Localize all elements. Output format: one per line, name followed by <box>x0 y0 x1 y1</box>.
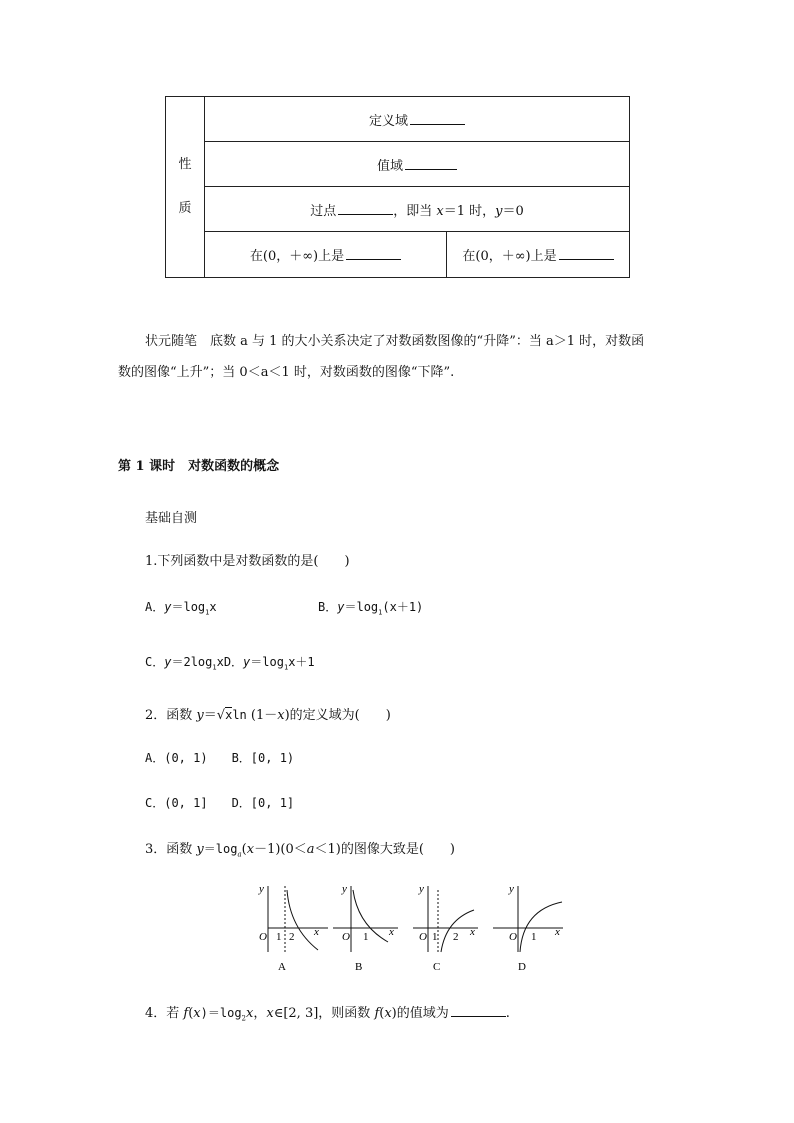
q1-c-label: C． <box>145 655 165 669</box>
q3-y: y <box>196 842 204 857</box>
q1-c-eq: ＝2log <box>171 655 213 669</box>
graph-a-origin: O <box>259 931 267 943</box>
q3-graph-options <box>248 880 578 975</box>
graph-a-y-label: y <box>259 883 264 895</box>
fixed-point-blank[interactable] <box>338 202 393 215</box>
graph-d-y-label: y <box>509 883 514 895</box>
question-3-stem <box>145 838 455 859</box>
graph-a[interactable] <box>258 883 328 973</box>
q1-c-y: y <box>164 655 172 669</box>
q1-d-tail: x＋1 <box>288 655 315 669</box>
graph-c-y-label: y <box>419 883 424 895</box>
q1-b-tail: (x＋1) <box>382 600 424 614</box>
graph-c-tick-1: 1 <box>432 931 438 943</box>
monotonic-left-text: 在(0，＋∞)上是 <box>249 249 345 264</box>
q1-c-tail: xD． <box>216 655 244 669</box>
graph-c-label: C <box>433 961 441 973</box>
q1-option-c-d[interactable] <box>145 653 315 671</box>
graph-d-label: D <box>518 961 526 973</box>
q1-a-eq: ＝log <box>171 600 206 614</box>
graph-b-y-label: y <box>342 883 347 895</box>
properties-table <box>165 96 630 278</box>
graph-a-label: A <box>278 961 286 973</box>
q4-answer-blank[interactable] <box>451 1004 506 1017</box>
q3-arg-b: －1)(0＜ <box>254 842 307 857</box>
q1-option-a[interactable] <box>145 598 217 616</box>
domain-blank[interactable] <box>410 112 465 125</box>
q1-d-base: 1 <box>283 663 289 672</box>
graph-d[interactable] <box>493 883 563 973</box>
q1-b-label: B． <box>318 600 338 614</box>
q1-a-label: A． <box>145 600 165 614</box>
graph-c-x-label: x <box>470 926 475 938</box>
q1-c-base: 1 <box>212 663 217 672</box>
q1-option-b[interactable] <box>318 598 423 616</box>
fixed-point-text-d: ＝0 <box>502 203 524 219</box>
q4-p3: ( <box>379 1006 385 1021</box>
q4-p4: )的值域为 <box>391 1006 449 1021</box>
graph-b-tick-1: 1 <box>363 931 369 943</box>
monotonic-right-text: 在(0，＋∞)上是 <box>462 249 557 264</box>
graph-d-origin: O <box>509 931 517 943</box>
q3-stem-a: 3．函数 <box>145 842 197 857</box>
q2-options-row-2[interactable]: C．(0, 1] D．[0, 1] <box>145 796 295 810</box>
graph-c-tick-2: 2 <box>453 931 459 943</box>
range-blank[interactable] <box>405 157 457 170</box>
q4-x1: x <box>193 1006 201 1021</box>
question-2-stem <box>145 704 391 723</box>
graph-c[interactable] <box>413 883 478 973</box>
q4-f1: f <box>183 1006 189 1021</box>
q4-p1: ( <box>188 1006 194 1021</box>
graph-b[interactable] <box>333 883 398 973</box>
monotonic-right-cell <box>447 232 630 278</box>
side-label-cell <box>166 97 205 278</box>
q1-d-y: y <box>243 655 251 669</box>
range-label: 值域 <box>376 158 403 174</box>
range-row <box>205 142 630 187</box>
domain-label: 定义域 <box>368 113 408 129</box>
q2-sqrt-arg: x <box>225 708 233 722</box>
fixed-point-y: y <box>495 203 503 219</box>
q1-a-base: 1 <box>205 608 210 617</box>
side-label-2: 质 <box>178 201 192 216</box>
note-line-1: 状元随笔 底数 a 与 1 的大小关系决定了对数函数图像的“升降”：当 a＞1 时，对数函 <box>145 334 645 349</box>
graph-b-origin: O <box>342 931 350 943</box>
q2-y: y <box>196 708 204 723</box>
fixed-point-text-b: ，即当 <box>393 203 437 219</box>
graph-a-tick-2: 2 <box>289 931 295 943</box>
q4-base: 2 <box>241 1014 247 1023</box>
graph-d-tick-1: 1 <box>531 931 537 943</box>
q4-f2: f <box>374 1006 380 1021</box>
q1-b-eq: ＝log <box>344 600 379 614</box>
monotonic-left-blank[interactable] <box>346 247 401 260</box>
q3-base: a <box>237 850 242 859</box>
q4-x2: x <box>246 1006 254 1021</box>
sqrt-sign: √ <box>216 708 226 723</box>
monotonic-left-cell <box>205 232 447 278</box>
monotonic-right-blank[interactable] <box>559 247 614 260</box>
q4-x3: x <box>266 1006 274 1021</box>
q4-a: 4．若 <box>145 1006 184 1021</box>
question-1-stem: 1.下列函数中是对数函数的是( ) <box>145 554 350 569</box>
q3-x: x <box>246 842 255 857</box>
fixed-point-row <box>205 187 630 232</box>
q4-x4: x <box>384 1006 392 1021</box>
q2-stem-a: 2．函数 <box>145 708 197 723</box>
q3-eq: ＝log <box>203 842 238 856</box>
q3-a: a <box>306 842 315 857</box>
q1-b-base: 1 <box>378 608 383 617</box>
graph-c-origin: O <box>419 931 427 943</box>
note-line-2: 数的图像“上升”；当 0＜a＜1 时，对数函数的图像“下降”. <box>118 365 455 380</box>
q2-options-row-1[interactable]: A．(0, 1) B．[0, 1) <box>145 751 295 765</box>
fixed-point-text-c: ＝1 时， <box>443 203 496 219</box>
q2-paren-b: )的定义域为( ) <box>284 708 391 723</box>
domain-row <box>205 97 630 142</box>
q1-a-tail: x <box>209 600 217 614</box>
question-4-stem <box>145 1002 510 1023</box>
q1-d-eq: ＝log <box>250 655 284 669</box>
q2-x: x <box>277 708 285 723</box>
q4-p2: )＝log <box>200 1006 242 1020</box>
graph-b-label: B <box>355 961 363 973</box>
q2-paren-a: (1－ <box>250 708 278 723</box>
q4-range: ∈[2, 3]，则函数 <box>273 1006 375 1021</box>
fixed-point-x: x <box>436 203 444 219</box>
q3-arg-a: ( <box>241 842 247 857</box>
side-label-1: 性 <box>178 157 192 172</box>
q2-ln: ln <box>232 708 247 722</box>
q4-c1: ， <box>253 1006 267 1021</box>
graph-b-curve <box>353 890 388 942</box>
q3-arg-c: ＜1)的图像大致是( ) <box>314 842 456 857</box>
fixed-point-text-a: 过点 <box>310 203 337 219</box>
q4-end: . <box>505 1006 510 1021</box>
graph-a-tick-1: 1 <box>276 931 282 943</box>
graph-d-x-label: x <box>555 926 560 938</box>
q1-b-y: y <box>337 600 345 614</box>
q2-eq: ＝ <box>203 708 217 723</box>
q1-a-y: y <box>164 600 172 614</box>
graph-a-x-label: x <box>314 926 319 938</box>
lesson-title: 第 1 课时 对数函数的概念 <box>118 459 280 474</box>
graph-b-x-label: x <box>389 926 394 938</box>
section-heading: 基础自测 <box>145 511 198 526</box>
